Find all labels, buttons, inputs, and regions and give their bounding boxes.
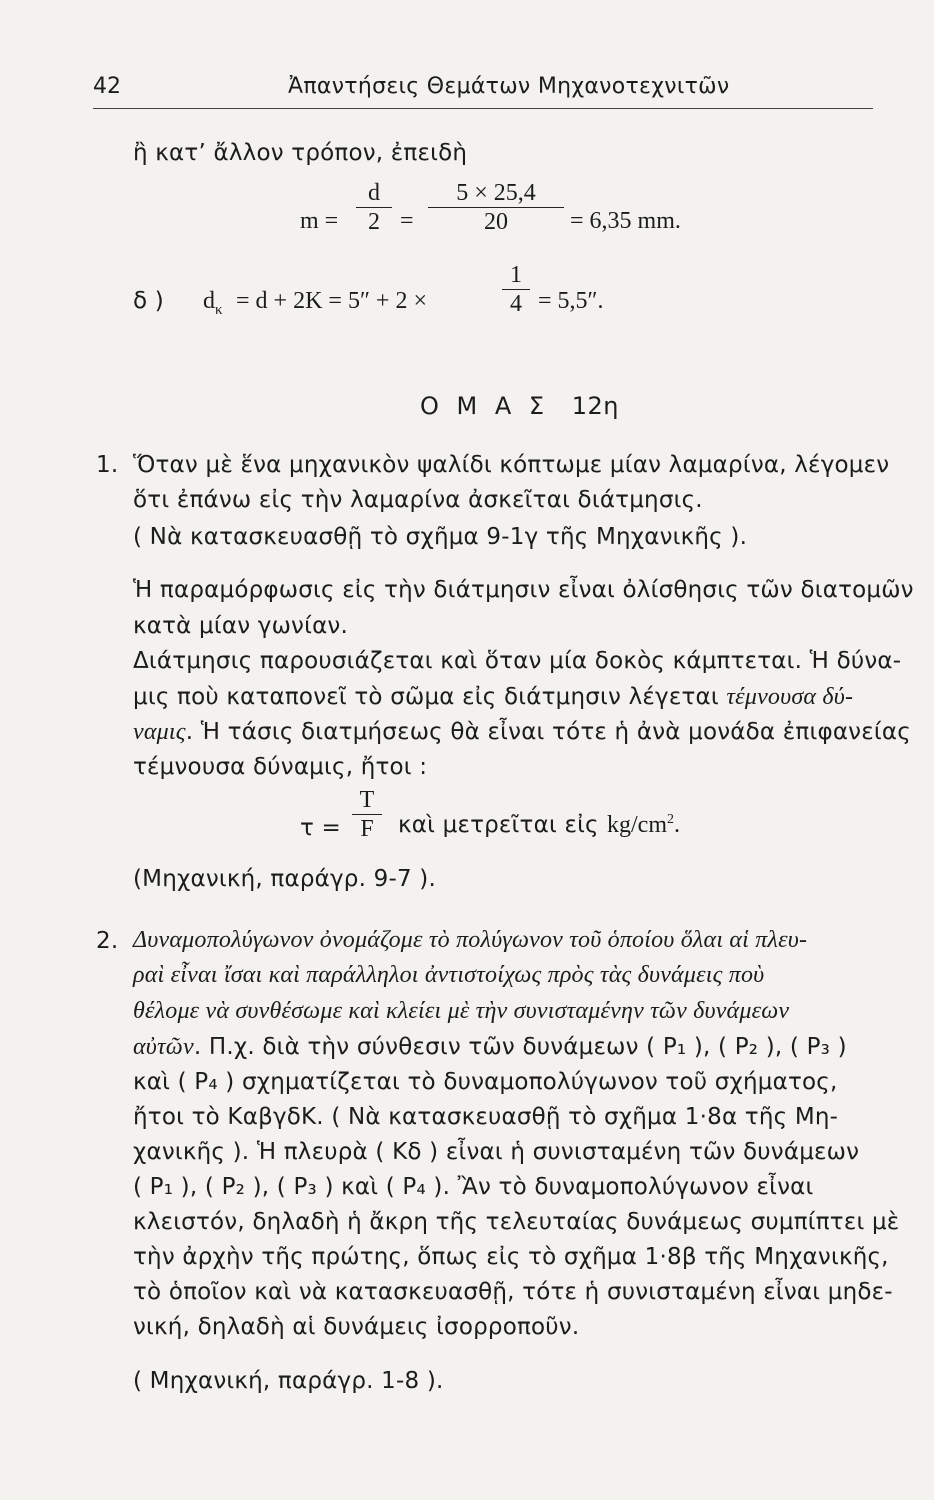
q2-italic-4: αὐτῶν xyxy=(133,1034,194,1060)
q1-line-5: κατὰ μίαν γωνίαν. xyxy=(133,613,348,639)
q2-italic-2: ραὶ εἶναι ἴσαι καὶ παράλληλοι ἀντιστοίχως πρὸς τὰς δυνάμεις ποὺ xyxy=(133,962,765,988)
q2-line-12: νική, δηλαδὴ αἱ δυνάμεις ἰσορροποῦν. xyxy=(133,1314,580,1340)
q1-reference: (Μηχανική, παράγρ. 9-7 ). xyxy=(133,866,436,892)
q2-line-8: ( P₁ ), ( P₂ ), ( P₃ ) καὶ ( P₄ ). Ἂν τὸ δυναμοπολύγωνον εἶναι xyxy=(133,1174,814,1200)
header-rule xyxy=(93,108,873,109)
eq-m-f2-num: 5 × 25,4 xyxy=(456,180,536,206)
eq-m-frac1 xyxy=(356,180,392,235)
eq-m-lhs: m = xyxy=(300,208,339,234)
formula-frac xyxy=(352,787,382,842)
eq-dk-result: = 5,5″. xyxy=(538,288,604,314)
q1-line-7 xyxy=(133,684,853,711)
running-title: Ἀπαντήσεις Θεμάτων Μηχανοτεχνιτῶν xyxy=(288,74,730,99)
q2-line-4-rest: . Π.χ. διὰ τὴν σύνθεσιν τῶν δυνάμεων ( P₁ ), ( P₂ ), ( P₃ ) xyxy=(193,1034,847,1060)
q2-italic-1: Δυναμοπολύγωνον ὀνομάζομε τὸ πολύγωνον τοῦ ὁποίου ὅλαι αἱ πλευ- xyxy=(133,927,808,953)
q2-italic-3: θέλομε νὰ συνθέσωμε καὶ κλείει μὲ τὴν συνισταμένην τῶν δυνάμεων xyxy=(133,998,790,1024)
formula-lhs: τ = xyxy=(300,815,342,841)
eq-dk-frac xyxy=(502,262,530,317)
intro-line: ἢ κατ’ ἄλλον τρόπον, ἐπειδὴ xyxy=(133,140,468,166)
eq-dk-label: δ ) xyxy=(133,288,164,314)
eq-m-frac2 xyxy=(428,180,564,235)
q1-marker: 1. xyxy=(96,452,119,478)
eq-dk-f-num: 1 xyxy=(510,262,522,288)
eq-dk-expr: = d + 2K = 5″ + 2 × xyxy=(236,288,428,314)
q1-line-7-text: μις ποὺ καταπονεῖ τὸ σῶμα εἰς διάτμησιν λέγεται xyxy=(133,684,719,710)
eq-m-equals: = xyxy=(400,208,414,234)
q1-line-6: Διάτμησις παρουσιάζεται καὶ ὅταν μία δοκὸς κάμπτεται. Ἡ δύνα- xyxy=(133,648,902,674)
q1-term-b: ναμις xyxy=(133,719,186,745)
q1-term-a: τέμνουσα δύ- xyxy=(726,684,854,710)
formula-unit: $kg/cm^2$. xyxy=(607,812,680,838)
q2-line-11: τὸ ὁποῖον καὶ νὰ κατασκευασθῇ, τότε ἡ συνισταμένη εἶναι μηδε- xyxy=(133,1279,893,1305)
q1-line-8 xyxy=(133,719,911,746)
formula-num: T xyxy=(359,787,375,813)
q1-line-4: Ἡ παραμόρφωσις εἰς τὴν διάτμησιν εἶναι ὀλίσθησις τῶν διατομῶν xyxy=(133,577,914,603)
q2-line-7: χανικῆς ). Ἡ πλευρὰ ( Κδ ) εἶναι ἡ συνισταμένη τῶν δυνάμεων xyxy=(133,1139,860,1165)
q1-line-2: ὅτι ἐπάνω εἰς τὴν λαμαρίνα ἀσκεῖται διάτμησις. xyxy=(133,487,703,513)
q1-line-1: Ὅταν μὲ ἕνα μηχανικὸν ψαλίδι κόπτωμε μίαν λαμαρίνα, λέγομεν xyxy=(133,452,890,478)
q2-line-5: καὶ ( P₄ ) σχηματίζεται τὸ δυναμοπολύγωνον τοῦ σχήματος, xyxy=(133,1069,838,1095)
formula-text: καὶ μετρεῖται εἰς xyxy=(398,812,599,838)
eq-m-result: = 6,35 mm. xyxy=(570,208,681,234)
section-title: Ο Μ Α Σ xyxy=(420,392,550,420)
eq-m-f1-num: d xyxy=(368,180,380,206)
q2-line-10: τὴν ἀρχὴν τῆς πρώτης, ὅπως εἰς τὸ σχῆμα 1·8β τῆς Μηχανικῆς, xyxy=(133,1244,889,1270)
q2-reference: ( Μηχανική, παράγρ. 1-8 ). xyxy=(133,1368,444,1394)
eq-m-f2-den: 20 xyxy=(484,209,508,235)
eq-dk-lhs: $d_\kappa$ xyxy=(203,288,223,318)
formula-den: F xyxy=(360,816,374,842)
q2-line-9: κλειστόν, δηλαδὴ ἡ ἄκρη τῆς τελευταίας δυνάμεως συμπίπτει μὲ xyxy=(133,1209,900,1235)
q1-line-3: ( Νὰ κατασκευασθῇ τὸ σχῆμα 9-1γ τῆς Μηχανικῆς ). xyxy=(133,524,748,550)
section-heading xyxy=(420,392,619,420)
q1-line-8-rest: . Ἡ τάσις διατμήσεως θὰ εἶναι τότε ἡ ἀνὰ μονάδα ἐπιφανείας xyxy=(185,719,911,745)
section-number: 12η xyxy=(571,392,619,420)
page-number: 42 xyxy=(93,74,121,99)
q2-marker: 2. xyxy=(96,928,119,954)
eq-m-f1-den: 2 xyxy=(368,209,380,235)
page-header xyxy=(93,74,873,106)
q1-line-9: τέμνουσα δύναμις, ἤτοι : xyxy=(133,754,428,780)
q2-line-6: ἤτοι τὸ ΚαβγδΚ. ( Νὰ κατασκευασθῇ τὸ σχῆμα 1·8α τῆς Μη- xyxy=(133,1104,839,1130)
eq-dk-f-den: 4 xyxy=(510,291,522,317)
q2-line-4 xyxy=(133,1034,847,1061)
